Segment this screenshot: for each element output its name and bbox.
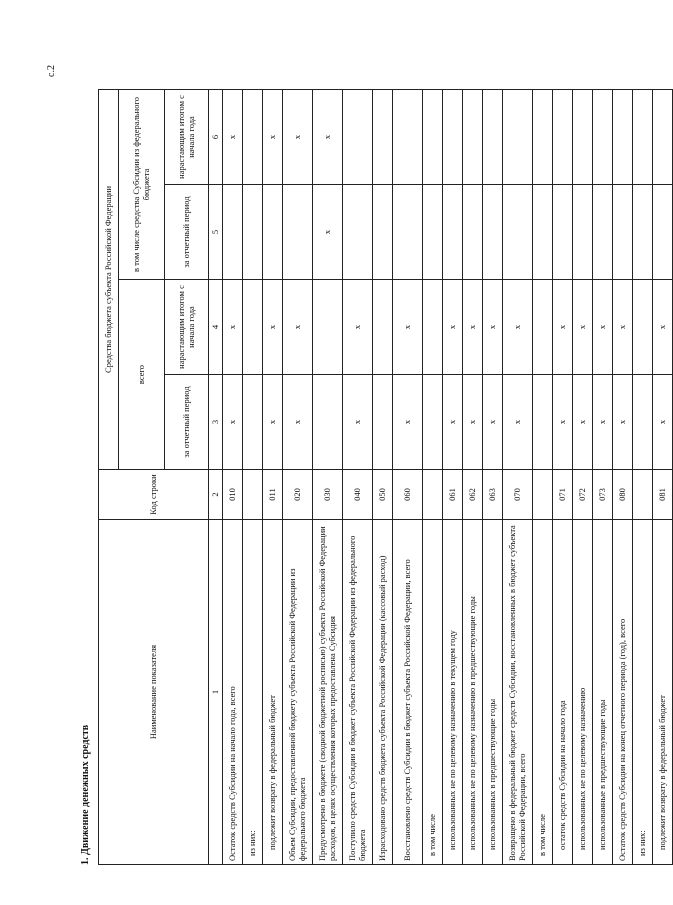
col-number: 2 xyxy=(209,470,223,520)
row-name: Предусмотрено в бюджете (сводной бюджетной росписью) субъекта Российской Федерации расходов, в целях осуществления которых предоставлена Субсидия xyxy=(313,520,343,865)
total-cumulative-cell: x xyxy=(343,280,373,375)
fed-cumulative-cell xyxy=(503,89,533,184)
row-code: 040 xyxy=(343,470,373,520)
table-row xyxy=(373,89,393,864)
row-code xyxy=(243,470,263,520)
row-name: остаток средств Субсидии на начало года xyxy=(553,520,573,865)
table-row xyxy=(573,89,593,864)
row-code: 073 xyxy=(593,470,613,520)
fed-period-cell xyxy=(593,185,613,280)
fed-period-cell xyxy=(653,185,673,280)
fed-cumulative-cell xyxy=(443,89,463,184)
row-code xyxy=(633,470,653,520)
table-row xyxy=(423,89,443,864)
table-row xyxy=(393,89,423,864)
total-cumulative-cell xyxy=(423,280,443,375)
total-period-cell: x xyxy=(343,375,373,470)
fed-period-cell xyxy=(553,185,573,280)
row-name: Остаток средств Субсидии на начало года, всего xyxy=(223,520,243,865)
row-code: 060 xyxy=(393,470,423,520)
total-period-cell: x xyxy=(613,375,633,470)
total-cumulative-cell xyxy=(313,280,343,375)
fed-cumulative-cell xyxy=(573,89,593,184)
row-name: из них: xyxy=(243,520,263,865)
fed-period-cell xyxy=(343,185,373,280)
row-code: 030 xyxy=(313,470,343,520)
row-code: 081 xyxy=(653,470,673,520)
total-period-cell xyxy=(633,375,653,470)
row-code: 010 xyxy=(223,470,243,520)
header-funds: Средства бюджета субъекта Российской Федерации xyxy=(99,89,119,469)
fed-period-cell xyxy=(393,185,423,280)
col-number: 5 xyxy=(209,185,223,280)
header-total-period: за отчетный период xyxy=(165,375,209,470)
total-period-cell xyxy=(533,375,553,470)
fed-period-cell: x xyxy=(313,185,343,280)
total-cumulative-cell: x xyxy=(283,280,313,375)
fed-cumulative-cell xyxy=(243,89,263,184)
table-row xyxy=(283,89,313,864)
row-code: 061 xyxy=(443,470,463,520)
table-row xyxy=(443,89,463,864)
total-period-cell: x xyxy=(223,375,243,470)
header-fed-period: за отчетный период xyxy=(165,185,209,280)
fed-cumulative-cell xyxy=(553,89,573,184)
header-total: всего xyxy=(119,280,165,470)
cash-flow-table xyxy=(98,89,673,865)
fed-period-cell xyxy=(483,185,503,280)
fed-cumulative-cell: x xyxy=(313,89,343,184)
total-cumulative-cell xyxy=(373,280,393,375)
row-name: Объем Субсидии, предоставленной бюджету субъекта Российской Федерации из федерального бюджета xyxy=(283,520,313,865)
total-cumulative-cell: x xyxy=(263,280,283,375)
header-incl-fed: в том числе средства Субсидии из федерального бюджета xyxy=(119,89,165,279)
row-code: 063 xyxy=(483,470,503,520)
fed-period-cell xyxy=(633,185,653,280)
table-row xyxy=(533,89,553,864)
total-cumulative-cell xyxy=(533,280,553,375)
row-name: Израсходовано средств бюджета субъекта Российской Федерации (кассовый расход) xyxy=(373,520,393,865)
total-period-cell: x xyxy=(463,375,483,470)
fed-cumulative-cell xyxy=(373,89,393,184)
fed-period-cell xyxy=(263,185,283,280)
fed-cumulative-cell xyxy=(533,89,553,184)
total-period-cell: x xyxy=(393,375,423,470)
total-cumulative-cell: x xyxy=(613,280,633,375)
header-fed-cumulative: нарастающим итогом с начала года xyxy=(165,89,209,184)
total-period-cell xyxy=(423,375,443,470)
column-number-row xyxy=(209,89,223,864)
total-period-cell xyxy=(243,375,263,470)
row-name: Восстановлено средств Субсидии в бюджет субъекта Российской Федерации, всего xyxy=(393,520,423,865)
fed-period-cell xyxy=(533,185,553,280)
total-cumulative-cell: x xyxy=(483,280,503,375)
fed-cumulative-cell xyxy=(463,89,483,184)
fed-cumulative-cell xyxy=(593,89,613,184)
table-row xyxy=(483,89,503,864)
total-period-cell: x xyxy=(263,375,283,470)
total-period-cell: x xyxy=(573,375,593,470)
total-period-cell: x xyxy=(283,375,313,470)
fed-cumulative-cell xyxy=(483,89,503,184)
table-row xyxy=(593,89,613,864)
col-number: 3 xyxy=(209,375,223,470)
fed-cumulative-cell xyxy=(653,89,673,184)
row-name: Остаток средств Субсидии на конец отчетного периода (год), всего xyxy=(613,520,633,865)
table-row xyxy=(463,89,483,864)
section-title: 1. Движение денежных средств xyxy=(80,724,91,865)
row-code: 070 xyxy=(503,470,533,520)
header-code: Код строки xyxy=(99,470,209,520)
row-name: из них: xyxy=(633,520,653,865)
table-row xyxy=(653,89,673,864)
total-cumulative-cell: x xyxy=(463,280,483,375)
total-period-cell: x xyxy=(483,375,503,470)
row-code: 072 xyxy=(573,470,593,520)
row-name: подлежит возврату в федеральный бюджет xyxy=(263,520,283,865)
total-cumulative-cell: x xyxy=(223,280,243,375)
row-code: 050 xyxy=(373,470,393,520)
total-period-cell xyxy=(373,375,393,470)
fed-period-cell xyxy=(443,185,463,280)
fed-cumulative-cell: x xyxy=(223,89,243,184)
row-name: подлежит возврату в федеральный бюджет xyxy=(653,520,673,865)
fed-period-cell xyxy=(463,185,483,280)
fed-cumulative-cell: x xyxy=(283,89,313,184)
table-row xyxy=(243,89,263,864)
row-name: использованные в предшествующие годы xyxy=(593,520,613,865)
row-code xyxy=(533,470,553,520)
row-name: в том числе xyxy=(423,520,443,865)
row-code: 080 xyxy=(613,470,633,520)
fed-cumulative-cell xyxy=(423,89,443,184)
table-row xyxy=(223,89,243,864)
col-number: 1 xyxy=(209,520,223,865)
fed-cumulative-cell xyxy=(613,89,633,184)
fed-period-cell xyxy=(223,185,243,280)
total-cumulative-cell xyxy=(633,280,653,375)
total-period-cell: x xyxy=(503,375,533,470)
fed-cumulative-cell: x xyxy=(263,89,283,184)
table-row xyxy=(553,89,573,864)
table-row xyxy=(613,89,633,864)
total-period-cell: x xyxy=(593,375,613,470)
row-name: использованных не по целевому назначению xyxy=(573,520,593,865)
table-row xyxy=(633,89,653,864)
row-name: использованных не по целевому назначению в предшествующие годы xyxy=(463,520,483,865)
row-code: 011 xyxy=(263,470,283,520)
row-name: Возвращено в федеральный бюджет средств Субсидии, восстановленных в бюджет субъекта Российской Федерации, всего xyxy=(503,520,533,865)
total-cumulative-cell: x xyxy=(503,280,533,375)
fed-period-cell xyxy=(283,185,313,280)
page-number: с.2 xyxy=(46,65,57,77)
row-code xyxy=(423,470,443,520)
col-number: 4 xyxy=(209,280,223,375)
total-period-cell: x xyxy=(443,375,463,470)
fed-period-cell xyxy=(573,185,593,280)
row-name: использованных не по целевому назначению в текущем году xyxy=(443,520,463,865)
table-row xyxy=(503,89,533,864)
row-code: 071 xyxy=(553,470,573,520)
fed-cumulative-cell xyxy=(393,89,423,184)
total-cumulative-cell: x xyxy=(593,280,613,375)
total-period-cell xyxy=(313,375,343,470)
total-cumulative-cell xyxy=(243,280,263,375)
header-total-cumulative: нарастающим итогом с начала года xyxy=(165,280,209,375)
fed-period-cell xyxy=(613,185,633,280)
col-number: 6 xyxy=(209,89,223,184)
fed-period-cell xyxy=(503,185,533,280)
total-cumulative-cell: x xyxy=(653,280,673,375)
total-cumulative-cell: x xyxy=(393,280,423,375)
total-cumulative-cell: x xyxy=(553,280,573,375)
total-cumulative-cell: x xyxy=(573,280,593,375)
fed-period-cell xyxy=(243,185,263,280)
fed-cumulative-cell xyxy=(633,89,653,184)
fed-cumulative-cell xyxy=(343,89,373,184)
row-code: 062 xyxy=(463,470,483,520)
table-row xyxy=(313,89,343,864)
total-cumulative-cell: x xyxy=(443,280,463,375)
table-row xyxy=(343,89,373,864)
table-row xyxy=(263,89,283,864)
total-period-cell: x xyxy=(553,375,573,470)
fed-period-cell xyxy=(373,185,393,280)
row-name: Поступило средств Субсидии в бюджет субъекта Российской Федерации из федерального бюджета xyxy=(343,520,373,865)
row-name: в том числе xyxy=(533,520,553,865)
row-name: использованных в предшествующие годы xyxy=(483,520,503,865)
header-name: Наименование показателя xyxy=(99,520,209,865)
row-code: 020 xyxy=(283,470,313,520)
rotated-content xyxy=(40,40,667,865)
total-period-cell: x xyxy=(653,375,673,470)
fed-period-cell xyxy=(423,185,443,280)
